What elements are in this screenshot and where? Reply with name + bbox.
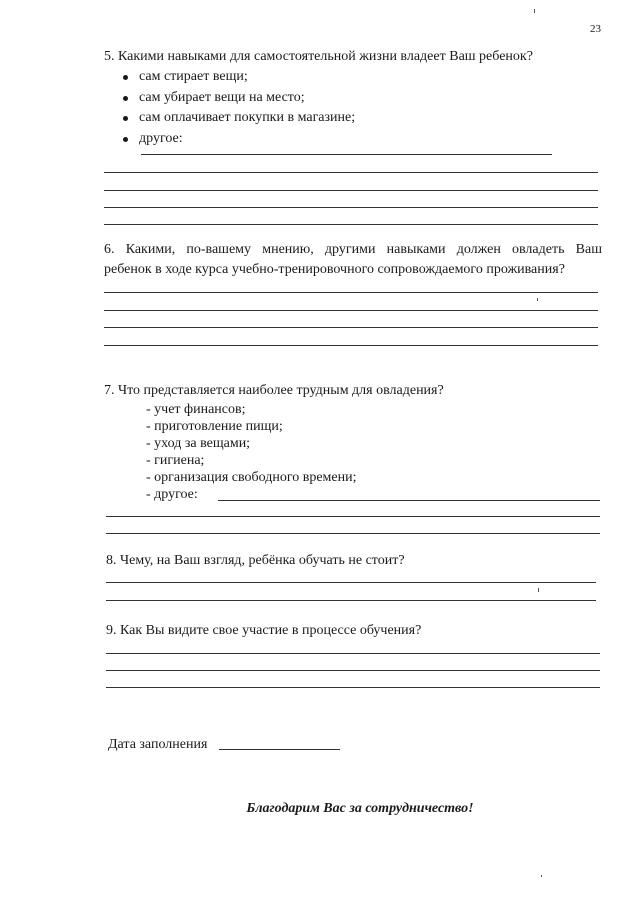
q6-answer-line[interactable] [104,310,598,311]
q9-answer-line[interactable] [106,687,600,688]
q7-answer-line[interactable] [106,533,600,534]
q7-option-3: - уход за вещами; [146,436,251,451]
q5-option-4: другое: [139,131,183,146]
date-input-line[interactable] [219,749,340,750]
question-9: 9. Как Вы видите свое участие в процессе обучения? [106,623,422,638]
q7-option-6: - другое: [146,487,198,502]
q8-answer-line[interactable] [106,582,596,583]
bullet [123,116,128,121]
q7-other-line[interactable] [218,500,600,501]
q7-option-2: - приготовление пищи; [146,419,283,434]
q6-answer-line[interactable] [104,345,598,346]
q9-answer-line[interactable] [106,670,600,671]
q7-option-1: - учет финансов; [146,402,246,417]
bullet [123,137,128,142]
q5-answer-line[interactable] [141,154,552,155]
q7-option-5: - организация свободного времени; [146,470,357,485]
q7-option-4: - гигиена; [146,453,205,468]
q9-answer-line[interactable] [106,653,600,654]
q8-answer-line[interactable] [106,600,596,601]
page-number: 23 [590,23,601,35]
thanks-message: Благодарим Вас за сотрудничество! [246,801,474,816]
q5-answer-line[interactable] [104,190,598,191]
q7-answer-line[interactable] [106,516,600,517]
question-6-line-1: 6. Какими, по-вашему мнению, другими навыками должен овладеть Ваш [104,242,602,257]
q6-answer-line[interactable] [104,327,598,328]
bullet [123,96,128,101]
scan-speck [537,298,538,301]
bullet [123,75,128,80]
q5-option-3: сам оплачивает покупки в магазине; [139,110,356,125]
question-8: 8. Чему, на Ваш взгляд, ребёнка обучать не стоит? [106,553,405,568]
q5-answer-line[interactable] [104,224,598,225]
question-6-line-2: ребенок в ходе курса учебно-тренировочного сопровождаемого проживания? [104,262,565,277]
q6-answer-line[interactable] [104,292,598,293]
date-label: Дата заполнения [108,737,208,752]
question-7: 7. Что представляется наиболее трудным для овладения? [104,383,444,398]
q5-answer-line[interactable] [104,172,598,173]
question-5: 5. Какими навыками для самостоятельной жизни владеет Ваш ребенок? [104,49,533,64]
scan-speck [538,588,539,592]
scan-speck [534,9,535,13]
q5-option-1: сам стирает вещи; [139,69,248,84]
q5-answer-line[interactable] [104,207,598,208]
scan-speck [541,875,542,877]
q5-option-2: сам убирает вещи на место; [139,90,305,105]
